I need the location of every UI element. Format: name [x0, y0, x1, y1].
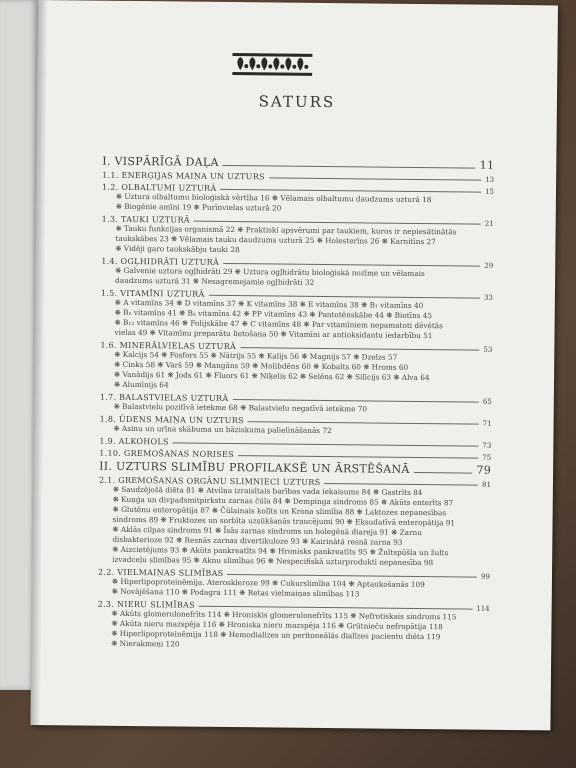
toc-section: [97, 600, 489, 653]
toc-entry-line: [102, 155, 494, 172]
toc-section: [101, 257, 493, 290]
toc-section: [99, 415, 491, 438]
toc-entry-line: [102, 171, 494, 184]
toc-subtopic-line: ❋ Hiperlipoproteinēmija 118 ❋ Hemodializes un peritoneālās dialīzes pacientu diēta 119: [111, 628, 441, 642]
toc-subtopic-line: ❋ B₁₂ vitamīns 46 ❋ Folijskābe 47 ❋ C vitamīns 48 ❋ Par vitamīniem nepamatoti dēvētās: [114, 317, 443, 331]
toc-subtopic-line: ❋ Uztura olbaltumu bioloģiskā vērtība 16 ❋ Vēlamais olbaltumu daudzums uzturā 18: [115, 191, 432, 205]
leader-rule: [248, 421, 479, 424]
toc-entry-title: 1.1. ENERĢIJAS MAIŅA UN UZTURS: [102, 170, 265, 182]
leader-rule: [220, 189, 481, 193]
toc-part: [99, 460, 491, 477]
toc-subtopic-line: taukskābes 23 ❋ Vēlamais tauku daudzums uzturā 25 ❋ Holesterīns 26 ❋ Karnitīns 27: [115, 233, 436, 247]
table-of-contents: [97, 153, 494, 653]
toc-page-number: 75: [482, 453, 492, 462]
toc-entry-title: 1.10. GREMOŠANAS NORISES: [99, 448, 235, 460]
toc-page-number: 73: [482, 441, 492, 450]
toc-section: [100, 289, 492, 342]
toc-entry-title: 1.9. ALKOHOLS: [99, 436, 169, 447]
book-page: [30, 0, 558, 730]
toc-page-number: 99: [481, 572, 491, 581]
leader-rule: [240, 347, 479, 351]
toc-subtopic-line: ❋ Novājēšana 110 ❋ Podagra 111 ❋ Retas vielmaiņas slimības 113: [111, 586, 360, 599]
toc-subtopic-line: disbakterioze 92 ❋ Resnās zarnas divertikuloze 93 ❋ Kairinātā resnā zarna 93: [112, 534, 403, 547]
toc-subtopic-line: ❋ Nierakmeņi 120: [111, 638, 180, 649]
toc-subtopic-line: ❋ Hiperlipoproteinēmija. Ateroskleroze 99 ❋ Cukurslimība 104 ❋ Aptaukošanās 109: [111, 576, 425, 590]
toc-page-number: 114: [476, 604, 490, 613]
toc-subtopic-line: vielas 49 ❋ Vitamīnu preparātu lietošana 50 ❋ Vitamīni ar antioksidantu iedarbību 51: [114, 327, 433, 341]
toc-subtopic-line: daudzums uzturā 31 ❋ Nesagremojamie ogļhidrāti 32: [115, 275, 315, 287]
toc-entry-title: 2.2. VIELMAIŅAS SLIMĪBAS: [97, 567, 224, 578]
leader-rule: [223, 263, 480, 267]
toc-page-number: 71: [482, 419, 492, 428]
toc-entry-title: 1.5. VITAMĪNI UZTURĀ: [100, 288, 205, 299]
toc-subtopic-line: ❋ Tauku funkcijas organismā 22 ❋ Praktiski apsvērumi par taukiem, kuros ir nepiesātinātās: [115, 223, 457, 237]
leader-rule: [227, 574, 477, 578]
toc-section: [98, 568, 490, 601]
toc-section: [102, 171, 494, 184]
toc-entry-title: I. VISPĀRĪGĀ DAĻA: [102, 154, 219, 169]
toc-subtopic-line: ❋ Vidēji garo taukskābju tauki 28: [115, 243, 240, 255]
toc-subtopic-line: ❋ Glutēnu enteropātija 87 ❋ Čūlainais kolīts un Krona slimība 88 ❋ Laktozes nepanesības: [112, 504, 447, 518]
leader-rule: [194, 221, 481, 225]
toc-page-number: 15: [485, 187, 495, 196]
toc-page-number: 11: [479, 158, 495, 172]
toc-subtopic-line: ❋ Vanādijs 61 ❋ Jods 61 ❋ Fluors 61 ❋ Niķelis 62 ❋ Selēns 62 ❋ Silīcijs 63 ❋ Alva 64: [114, 369, 430, 383]
toc-subtopic-line: ❋ A vitamīns 34 ❋ D vitamīns 37 ❋ K vitamīns 38 ❋ E vitamīns 38 ❋ B₁ vitamīns 40: [114, 297, 424, 311]
leader-rule: [414, 472, 473, 474]
leader-rule: [209, 295, 480, 299]
toc-page-number: 53: [483, 345, 493, 354]
toc-page-number: 29: [484, 261, 494, 270]
toc-entry-line: [99, 437, 491, 450]
toc-subtopic-line: ❋ Biogēnie amīni 19 ❋ Purīnvielas uzturā 20: [115, 201, 282, 213]
toc-page-number: 81: [481, 480, 491, 489]
toc-subtopic-line: ❋ Aklās cilpas sindroms 91 ❋ Īsās zarnas sindroms un holegēnā diareja 91 ❋ Zarnu: [112, 524, 422, 538]
toc-section: [98, 476, 491, 569]
toc-entry-title: 1.2. OLBALTUMI UZTURĀ: [101, 182, 217, 193]
leader-rule: [232, 399, 478, 403]
toc-subtopic-line: ❋ B₂ vitamīns 41 ❋ B₆ vitamīns 42 ❋ PP vitamīns 43 ❋ Pantotēnskābe 44 ❋ Biotīns 45: [114, 307, 433, 321]
toc-subtopic-line: ❋ Kuņģa un divpadsmitpirkstu zarnas čūla 84 ❋ Dempinga sindroms 85 ❋ Akūts enterīts 87: [112, 494, 454, 508]
toc-subtopic-line: ❋ Saudzējošā diēta 81 ❋ Atvilņa izraisītais barības vada iekaisums 84 ❋ Gastrīts 84: [112, 484, 423, 498]
toc-page-number: 65: [482, 397, 492, 406]
toc-entry-title: II. UZTURS SLIMĪBU PROFILAKSĒ UN ĀRSTĒŠANĀ: [99, 459, 410, 476]
toc-entry-title: 1.6. MINERĀLVIELAS UZTURĀ: [100, 340, 237, 352]
toc-subtopic-line: ❋ Balastvielu pozitīvā ietekme 68 ❋ Balastvielu negatīvā ietekme 70: [113, 401, 368, 414]
page-title: SATURS: [258, 92, 336, 112]
leader-rule: [238, 455, 478, 459]
toc-section: [99, 437, 491, 450]
toc-part: [102, 155, 494, 172]
toc-subtopic-line: ❋ Akūta nieru mazspēja 116 ❋ Hroniska nieru mazspēja 116 ❋ Grūtnieču nefropātija 118: [111, 618, 443, 632]
leader-rule: [269, 177, 481, 180]
toc-subtopic-line: ❋ Galvenie uztura ogļhidrāti 29 ❋ Uztura ogļhidrātu bioloģiskā nozīme un vēlamais: [115, 265, 425, 279]
toc-page-number: 79: [476, 463, 492, 477]
toc-entry-title: 1.8. ŪDENS MAIŅA UN UZTURS: [99, 414, 244, 426]
toc-subtopic-line: ❋ Aizcietējums 93 ❋ Akūts pankreatīts 94 ❋ Hronisks pankreatīts 95 ❋ Žultspūšļa un žults: [112, 544, 449, 558]
toc-section: [100, 393, 492, 416]
toc-entry-title: 2.3. NIERU SLIMĪBAS: [97, 599, 195, 610]
toc-page-number: 21: [484, 219, 494, 228]
leader-rule: [324, 483, 478, 486]
toc-section: [100, 341, 492, 394]
palmette-ornament-icon: [232, 52, 312, 77]
toc-entry-title: 1.7. BALASTVIELAS UZTURĀ: [99, 392, 229, 404]
leader-rule: [173, 442, 479, 446]
toc-entry-line: [99, 460, 491, 477]
toc-subtopic-line: sindroms 89 ❋ Fruktozes un sorbīta uzsūkšanās traucējumi 90 ❋ Eksudatīvā enteropātija 91: [112, 514, 456, 528]
toc-entry-title: 2.1. GREMOŠANAS ORGĀNU SLIMNIECI UZTURS: [98, 475, 321, 487]
toc-subtopic-line: ❋ Alumīnijs 64: [113, 379, 169, 390]
toc-section: [101, 215, 493, 258]
toc-page-number: 33: [483, 293, 493, 302]
toc-subtopic-line: ❋ Cinks 58 ❋ Varš 59 ❋ Mangāns 59 ❋ Molibdēns 60 ❋ Kobalts 60 ❋ Hroms 60: [114, 359, 409, 372]
toc-subtopic-line: izvadceļu slimības 95 ❋ Aknu slimības 96 ❋ Nespecifiskā uzturprodukti nepanesība 98: [112, 554, 434, 568]
leader-rule: [223, 165, 476, 169]
toc-subtopic-line: ❋ Asinu un urīna skābuma un bāziskuma palielināšanās 72: [113, 423, 332, 436]
toc-page-number: 13: [485, 175, 495, 184]
toc-section: [102, 183, 494, 216]
leader-rule: [199, 606, 472, 610]
toc-entry-title: 1.3. TAUKI UZTURĀ: [101, 214, 190, 225]
toc-entry-title: 1.4. OGĻHIDRĀTI UZTURĀ: [101, 256, 220, 267]
toc-subtopic-line: ❋ Kalcijs 54 ❋ Fosfors 55 ❋ Nātrijs 55 ❋ Kalijs 56 ❋ Magnijs 57 ❋ Dzelzs 57: [114, 349, 398, 362]
toc-subtopic-line: ❋ Akūts glomerulonefrīts 114 ❋ Hroniskis glomerulonefrīts 115 ❋ Nefrotiskais sindroms 115: [111, 608, 457, 622]
